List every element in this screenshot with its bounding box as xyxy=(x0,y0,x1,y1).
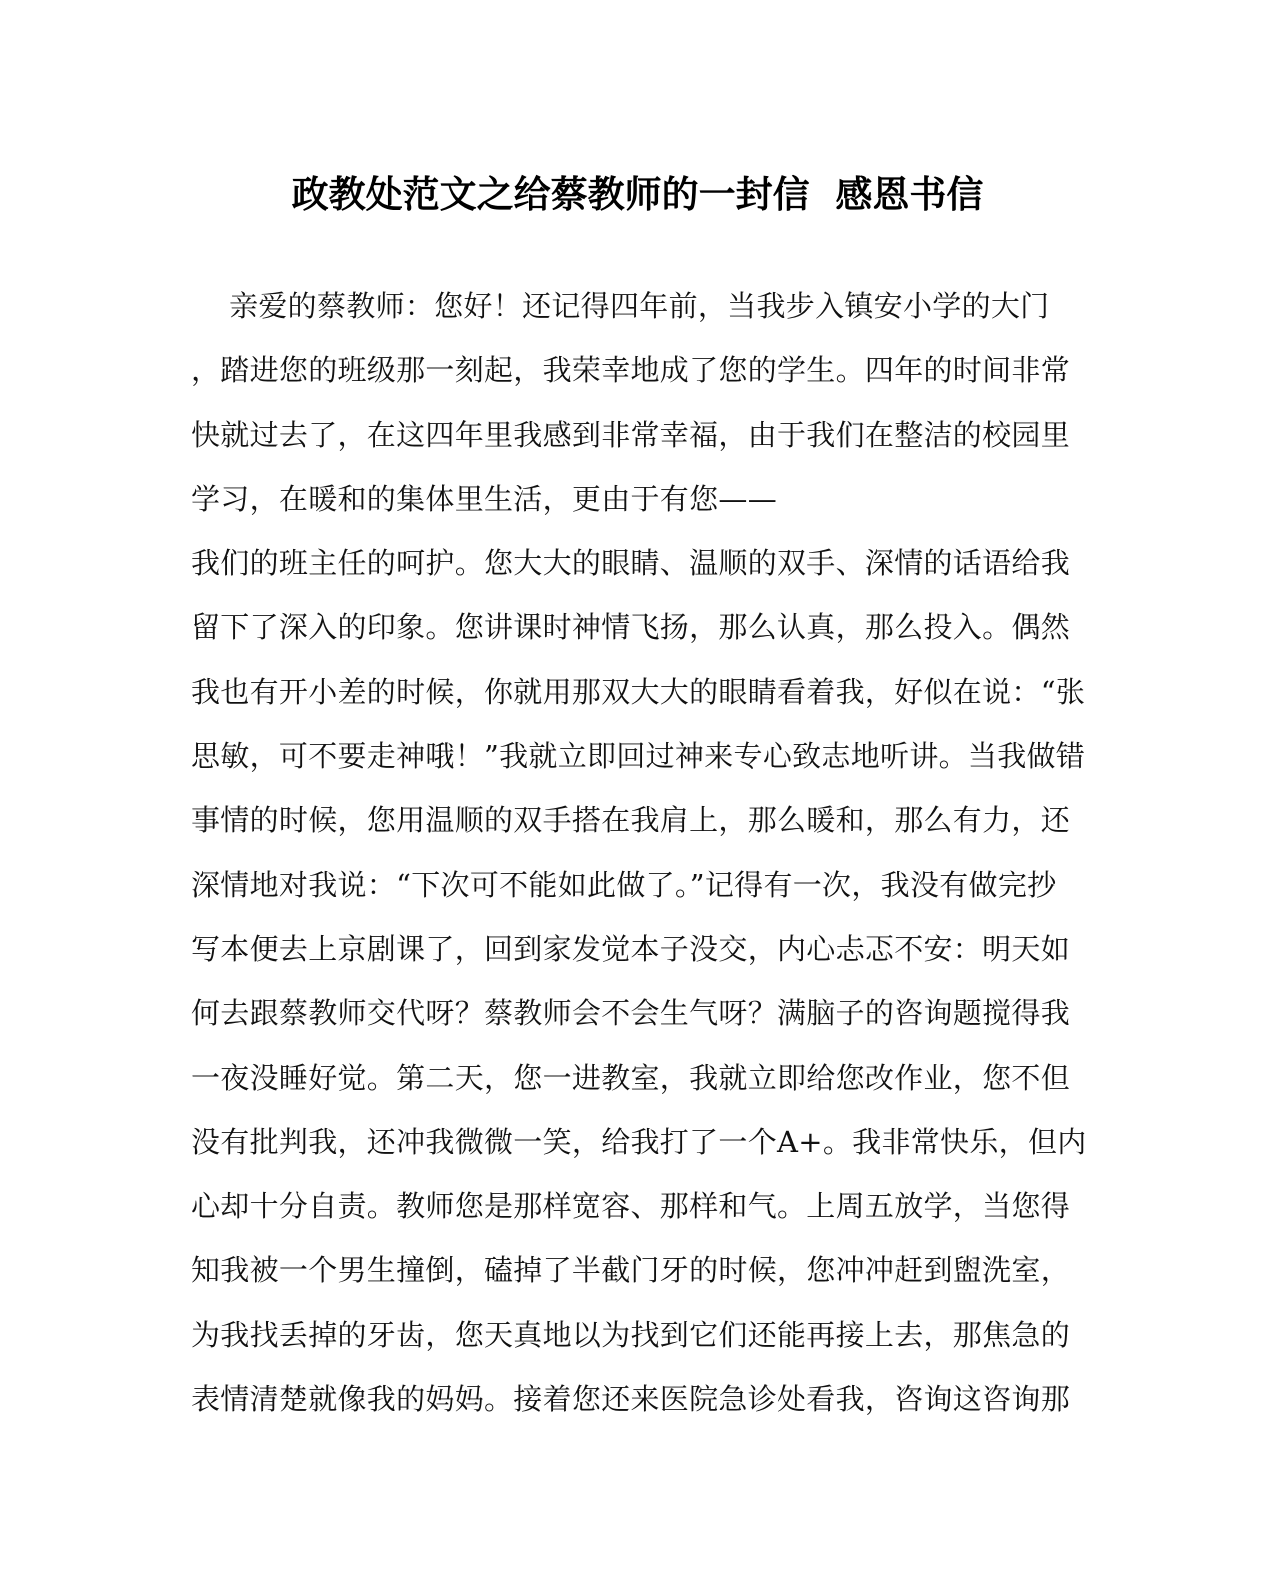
body-line: 表情清楚就像我的妈妈。接着您还来医院急诊处看我，咨询这咨询那 xyxy=(191,1382,1071,1417)
body-line: 学习，在暖和的集体里生活，更由于有您—— xyxy=(191,481,778,516)
document-title: 政教处范文之给蔡教师的一封信 感恩书信 xyxy=(291,172,984,216)
document-body xyxy=(191,280,1087,1437)
body-line: 事情的时候，您用温顺的双手搭在我肩上，那么暖和，那么有力，还 xyxy=(191,803,1071,838)
body-line: 写本便去上京剧课了，回到家发觉本子没交，内心忐忑不安：明天如 xyxy=(191,931,1071,966)
body-line: 我们的班主任的呵护。您大大的眼睛、温顺的双手、深情的话语给我 xyxy=(191,546,1071,581)
body-line: 亲爱的蔡教师：您好！还记得四年前，当我步入镇安小学的大门 xyxy=(191,289,1050,323)
body-line: 为我找丢掉的牙齿，您天真地以为找到它们还能再接上去，那焦急的 xyxy=(191,1317,1071,1352)
body-line: 没有批判我，还冲我微微一笑，给我打了一个A+。我非常快乐，但内 xyxy=(191,1124,1087,1159)
body-line: 我也有开小差的时候，你就用那双大大的眼睛看着我，好似在说：“张 xyxy=(191,674,1086,709)
body-line: 深情地对我说：“下次可不能如此做了。”记得有一次，我没有做完抄 xyxy=(191,867,1057,902)
body-line: 心却十分自责。教师您是那样宽容、那样和气。上周五放学，当您得 xyxy=(191,1189,1071,1224)
body-line: 快就过去了，在这四年里我感到非常幸福，由于我们在整洁的校园里 xyxy=(191,417,1071,452)
body-line: 知我被一个男生撞倒，磕掉了半截门牙的时候，您冲冲赶到盥洗室， xyxy=(191,1253,1071,1288)
body-line: 一夜没睡好觉。第二天，您一进教室，我就立即给您改作业，您不但 xyxy=(191,1060,1071,1095)
body-line: 留下了深入的印象。您讲课时神情飞扬，那么认真，那么投入。偶然 xyxy=(191,610,1071,645)
body-line: 何去跟蔡教师交代呀？蔡教师会不会生气呀？满脑子的咨询题搅得我 xyxy=(191,996,1071,1031)
body-line: ，踏进您的班级那一刻起，我荣幸地成了您的学生。四年的时间非常 xyxy=(191,353,1071,388)
body-line: 思敏，可不要走神哦！”我就立即回过神来专心致志地听讲。当我做错 xyxy=(191,739,1086,774)
